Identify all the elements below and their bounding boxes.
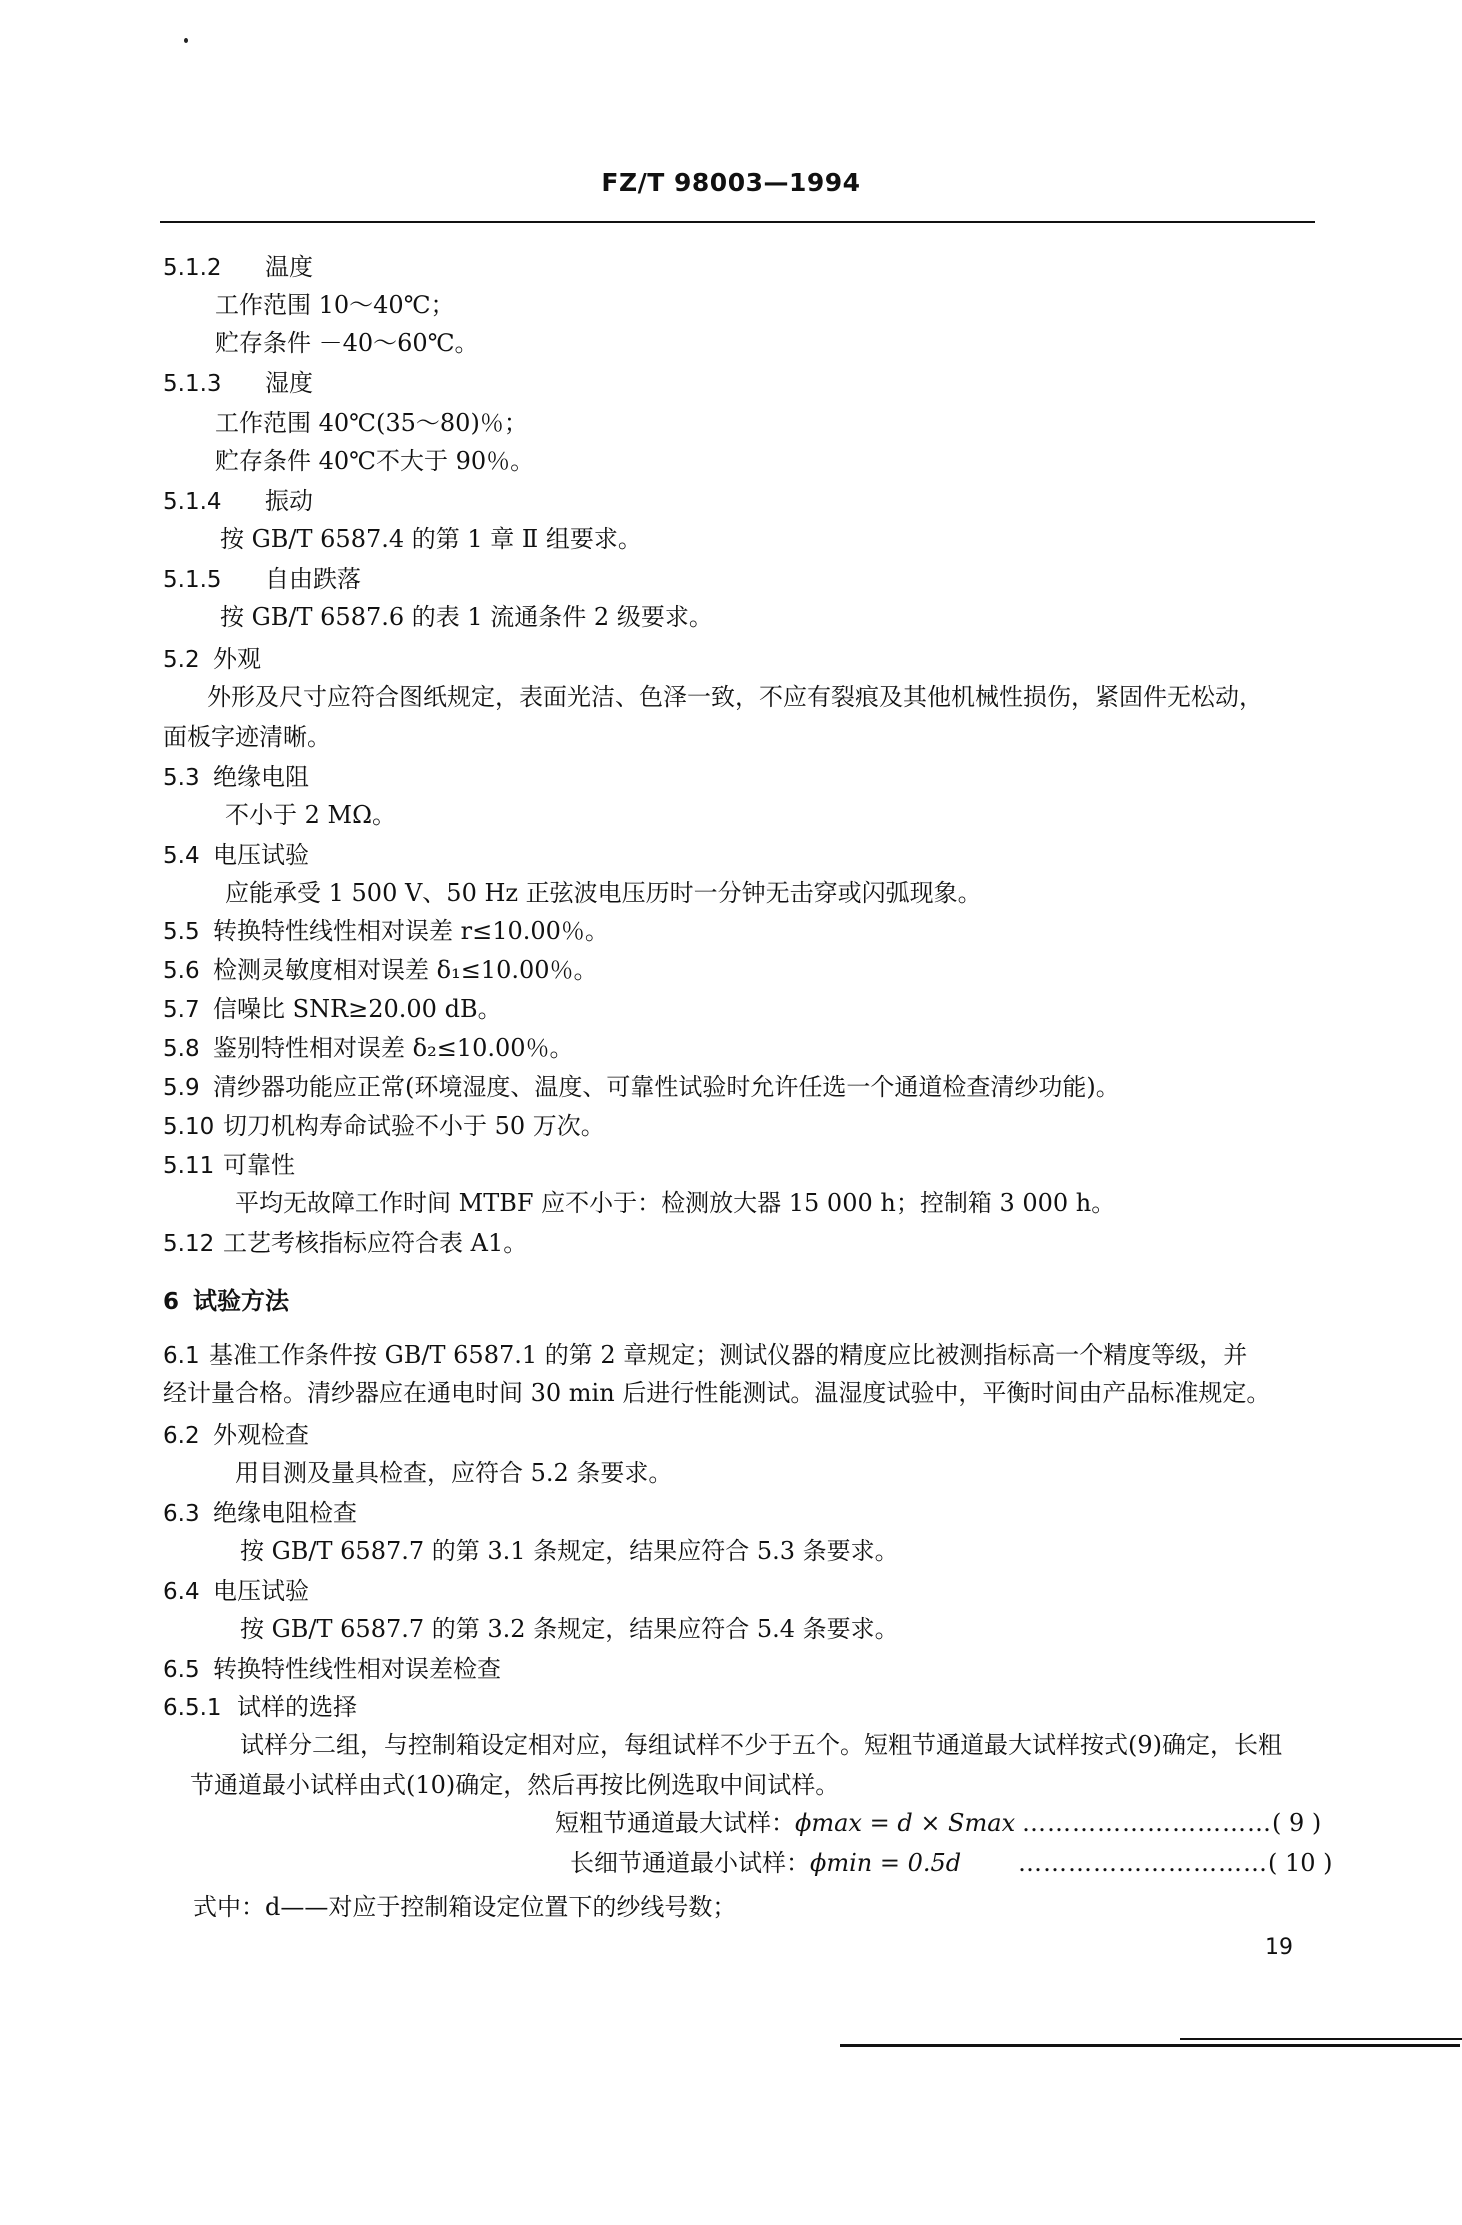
clause-title: 清纱器功能应正常(环境湿度、温度、可靠性试验时允许任选一个通道检查清纱功能)。 [213,1073,1120,1101]
clause-5-1-2 [163,252,313,283]
clause-number: 5.2 [163,647,200,673]
clause-number: 5.1.3 [163,371,222,397]
clause-title: 信噪比 SNR≥20.00 dB。 [213,995,502,1023]
clause-number: 5.11 [163,1153,215,1179]
clause-5-9 [163,1072,1120,1103]
leader-dots: ………………………… [1018,1849,1268,1877]
formula-9-leader [1022,1808,1321,1838]
where-clause: 式中：d——对应于控制箱设定位置下的纱线号数； [193,1893,737,1921]
clause-number: 5.9 [163,1075,200,1101]
voltage-text: 应能承受 1 500 V、50 Hz 正弦波电压历时一分钟无击穿或闪弧现象。 [225,879,982,907]
clause-5-1-5 [163,564,361,595]
appearance-text-2: 面板字迹清晰。 [163,723,331,751]
clause-6-4 [163,1576,309,1607]
formula-label: 长细节通道最小试样： [570,1849,810,1877]
formula-number: ( 9 ) [1272,1809,1322,1837]
document-code-header: FZ/T 98003—1994 [601,168,861,197]
clause-5-6 [163,955,598,986]
clause-title: 电压试验 [213,1577,309,1605]
clause-6-5-1 [163,1692,357,1723]
humidity-working-range: 工作范围 40℃(35～80)％； [215,409,528,437]
clause-number: 5.1.4 [163,489,222,515]
clause-5-4 [163,840,309,871]
leader-dots: ………………………… [1022,1809,1272,1837]
clause-number: 5.8 [163,1036,200,1062]
vibration-text: 按 GB/T 6587.4 的第 1 章 Ⅱ 组要求。 [220,525,642,553]
clause-number: 5.1.5 [163,567,222,593]
free-fall-text: 按 GB/T 6587.6 的表 1 流通条件 2 级要求。 [220,603,713,631]
clause-6-3 [163,1498,357,1529]
clause-number: 5.6 [163,958,200,984]
scan-speck [184,38,188,43]
clause-title: 转换特性线性相对误差检查 [213,1655,501,1683]
header-rule [160,221,1315,223]
insulation-check-text: 按 GB/T 6587.7 的第 3.1 条规定，结果应符合 5.3 条要求。 [240,1537,899,1565]
formula-9 [555,1808,1015,1838]
clause-5-8 [163,1033,574,1064]
clause-5-1-4 [163,486,313,517]
clause-5-2 [163,644,261,675]
reliability-text: 平均无故障工作时间 MTBF 应不小于：检测放大器 15 000 h；控制箱 3 000 h。 [235,1189,1116,1217]
sample-selection-text-1: 试样分二组，与控制箱设定相对应，每组试样不少于五个。短粗节通道最大试样按式(9)确定，长粗 [240,1731,1282,1759]
section-6 [163,1286,289,1317]
clause-number: 6.1 [163,1343,200,1369]
clause-title: 鉴别特性相对误差 δ₂≤10.00％。 [213,1034,574,1062]
clause-5-12 [163,1228,527,1259]
clause-number: 5.4 [163,843,200,869]
clause-title: 温度 [265,253,313,281]
formula-expression: ϕmax = d × Smax [795,1809,1016,1837]
clause-5-1-3 [163,368,313,399]
page-number: 19 [1265,1935,1293,1960]
clause-title: 检测灵敏度相对误差 δ₁≤10.00％。 [213,956,598,984]
formula-10-leader [1018,1848,1333,1878]
clause-title: 转换特性线性相对误差 r≤10.00％。 [213,917,609,945]
clause-title: 振动 [265,487,313,515]
clause-title: 外观检查 [213,1421,309,1449]
clause-5-5 [163,916,609,947]
clause-5-3 [163,762,309,793]
clause-title: 湿度 [265,369,313,397]
clause-title: 工艺考核指标应符合表 A1。 [223,1229,528,1257]
bottom-rule-thick [1180,2038,1462,2040]
clause-number: 5.1.2 [163,255,222,281]
clause-number: 6.4 [163,1579,200,1605]
clause-5-10 [163,1111,605,1142]
insulation-text: 不小于 2 MΩ。 [225,801,396,829]
temp-working-range: 工作范围 10～40℃； [215,291,455,319]
clause-title: 切刀机构寿命试验不小于 50 万次。 [223,1112,605,1140]
clause-number: 5.3 [163,765,200,791]
clause-title: 试样的选择 [237,1693,357,1721]
clause-number: 6.2 [163,1423,200,1449]
clause-title: 外观 [213,645,261,673]
clause-6-5 [163,1654,501,1685]
clause-title: 绝缘电阻检查 [213,1499,357,1527]
clause-5-7 [163,994,502,1025]
clause-5-11 [163,1150,295,1181]
clause-number: 6.5 [163,1657,200,1683]
bottom-rule [840,2044,1460,2047]
clause-number: 5.12 [163,1231,215,1257]
clause-title: 电压试验 [213,841,309,869]
clause-number: 5.10 [163,1114,215,1140]
clause-title: 自由跌落 [265,565,361,593]
section-title: 试验方法 [193,1286,289,1315]
clause-6-1 [163,1340,1247,1371]
humidity-storage: 贮存条件 40℃不大于 90％。 [215,447,535,475]
formula-number: ( 10 ) [1268,1849,1333,1877]
voltage-check-text: 按 GB/T 6587.7 的第 3.2 条规定，结果应符合 5.4 条要求。 [240,1615,899,1643]
clause-title: 可靠性 [223,1151,295,1179]
clause-number: 5.5 [163,919,200,945]
clause-number: 6.3 [163,1501,200,1527]
temp-storage: 贮存条件 －40～60℃。 [215,329,479,357]
appearance-text-1: 外形及尺寸应符合图纸规定，表面光洁、色泽一致，不应有裂痕及其他机械性损伤，紧固件无松动， [207,683,1263,711]
clause-6-1-continued: 经计量合格。清纱器应在通电时间 30 min 后进行性能测试。温湿度试验中，平衡时间由产品标准规定。 [163,1379,1271,1407]
clause-title: 基准工作条件按 GB/T 6587.1 的第 2 章规定；测试仪器的精度应比被测指标高一个精度等级，并 [209,1341,1248,1369]
visual-check-text: 用目测及量具检查，应符合 5.2 条要求。 [235,1459,673,1487]
clause-number: 5.7 [163,997,200,1023]
section-number: 6 [163,1289,180,1315]
clause-number: 6.5.1 [163,1695,222,1721]
formula-expression: ϕmin = 0.5d [810,1849,962,1877]
formula-10 [570,1848,961,1878]
formula-label: 短粗节通道最大试样： [555,1809,795,1837]
clause-title: 绝缘电阻 [213,763,309,791]
sample-selection-text-2: 节通道最小试样由式(10)确定，然后再按比例选取中间试样。 [190,1771,840,1799]
clause-6-2 [163,1420,309,1451]
